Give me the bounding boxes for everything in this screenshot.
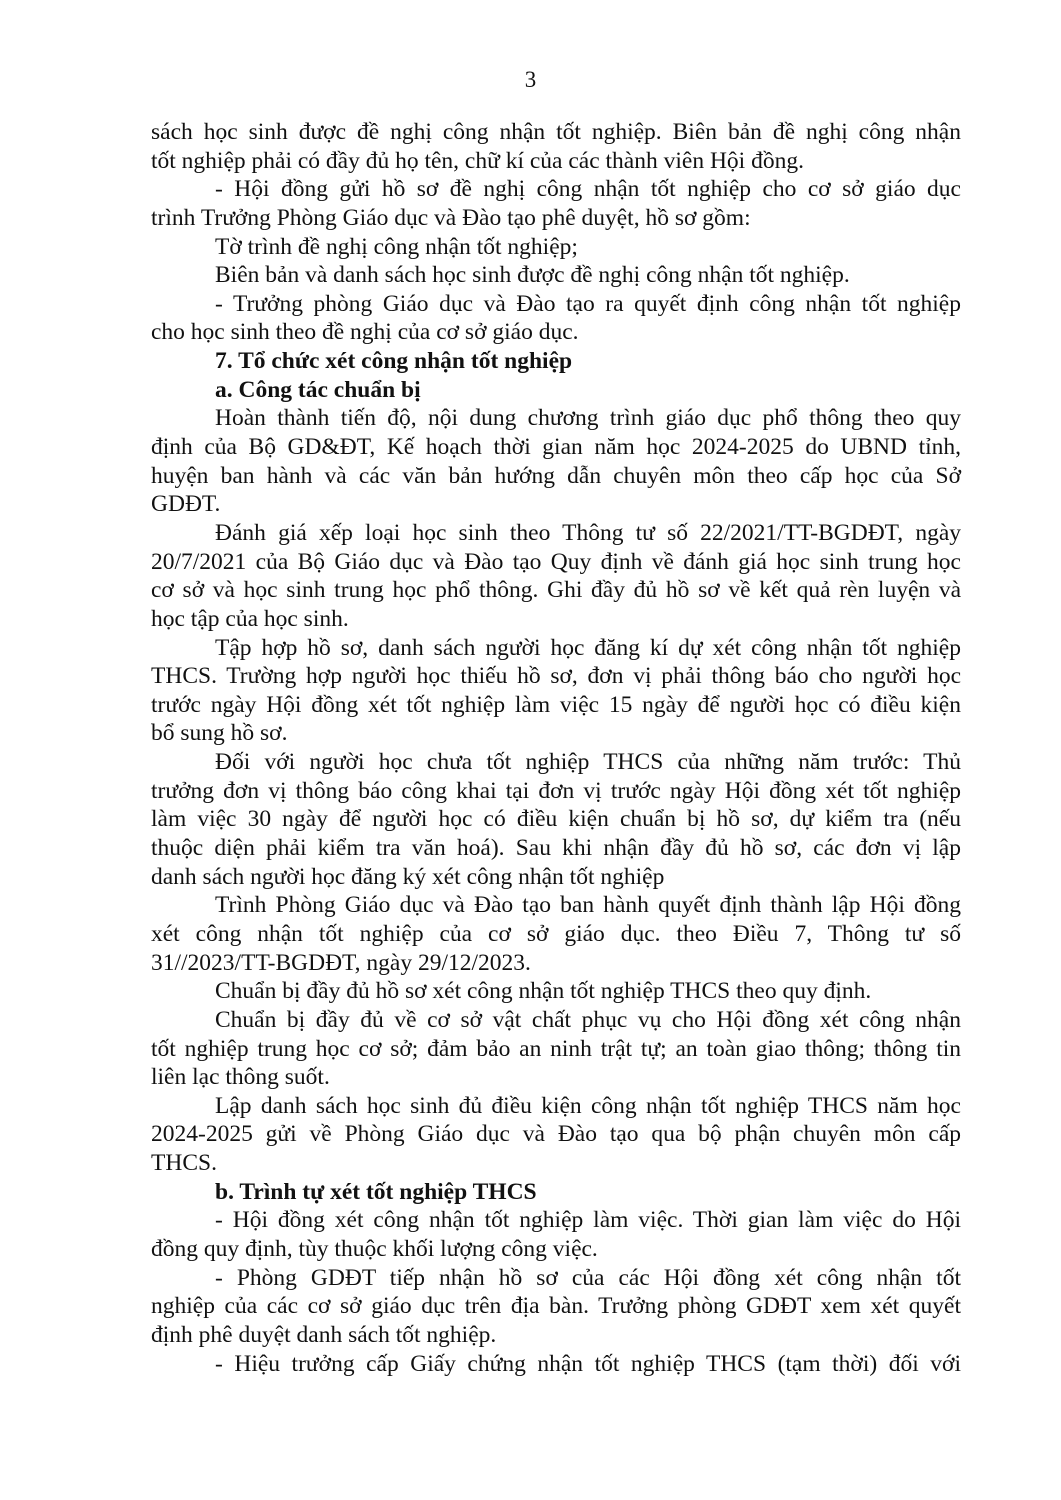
text-line: Hoàn thành tiến độ, nội dung chương trình giáo dục phổ thông theo quy	[215, 405, 961, 432]
text-line: Chuẩn bị đầy đủ hồ sơ xét công nhận tốt nghiệp THCS theo quy định.	[215, 978, 872, 1005]
text-line: Biên bản và danh sách học sinh được đề nghị công nhận tốt nghiệp.	[215, 262, 850, 289]
text-line: Tập hợp hồ sơ, danh sách người học đăng kí dự xét công nhận tốt nghiệp	[215, 634, 961, 661]
text-line: tốt nghiệp trung học cơ sở; đảm bảo an ninh trật tự; an toàn giao thông; thông tin	[151, 1035, 961, 1062]
text-line: trình Trưởng Phòng Giáo dục và Đào tạo phê duyệt, hồ sơ gồm:	[151, 204, 751, 231]
text-line: xét công nhận tốt nghiệp của cơ sở giáo dục. theo Điều 7, Thông tư số	[151, 920, 961, 947]
text-line: GDĐT.	[151, 491, 221, 518]
text-line: - Phòng GDĐT tiếp nhận hồ sơ của các Hội đồng xét công nhận tốt	[215, 1264, 961, 1291]
text-line: danh sách người học đăng ký xét công nhận tốt nghiệp	[151, 863, 665, 890]
text-line: - Hội đồng gửi hồ sơ đề nghị công nhận tốt nghiệp cho cơ sở giáo dục	[215, 176, 961, 203]
text-line: 31//2023/TT-BGDĐT, ngày 29/12/2023.	[151, 949, 531, 976]
section-heading: 7. Tổ chức xét công nhận tốt nghiệp	[215, 348, 573, 375]
text-line: học tập của học sinh.	[151, 605, 349, 632]
text-line: sách học sinh được đề nghị công nhận tốt nghiệp. Biên bản đề nghị công nhận	[151, 119, 961, 145]
section-heading: b. Trình tự xét tốt nghiệp THCS	[215, 1178, 537, 1205]
text-line: cơ sở và học sinh trung học phổ thông. Ghi đầy đủ hồ sơ về kết quả rèn luyện và	[151, 577, 961, 604]
text-line: nghiệp của các cơ sở giáo dục trên địa bàn. Trưởng phòng GDĐT xem xét quyết	[151, 1293, 961, 1320]
text-line: Tờ trình đề nghị công nhận tốt nghiệp;	[215, 233, 578, 260]
text-line: định phê duyệt danh sách tốt nghiệp.	[151, 1321, 497, 1348]
text-line: bổ sung hồ sơ.	[151, 720, 288, 747]
text-line: Đối với người học chưa tốt nghiệp THCS của những năm trước: Thủ	[215, 749, 961, 776]
text-line: trưởng đơn vị thông báo công khai tại đơn vị trước ngày Hội đồng xét tốt nghiệp	[151, 777, 961, 804]
text-line: 20/7/2021 của Bộ Giáo dục và Đào tạo Quy định về đánh giá học sinh trung học	[151, 548, 961, 575]
text-line: trước ngày Hội đồng xét tốt nghiệp làm việc 15 ngày để người học có điều kiện	[151, 691, 961, 718]
section-heading: a. Công tác chuẩn bị	[215, 376, 421, 403]
text-line: - Trưởng phòng Giáo dục và Đào tạo ra quyết định công nhận tốt nghiệp	[215, 290, 961, 317]
text-line: huyện ban hành và các văn bản hướng dẫn chuyên môn theo cấp học của Sở	[151, 462, 961, 489]
text-line: Trình Phòng Giáo dục và Đào tạo ban hành quyết định thành lập Hội đồng	[215, 892, 961, 919]
text-line: làm việc 30 ngày để người học có điều kiện chuẩn bị hồ sơ, dự kiểm tra (nếu	[151, 806, 961, 833]
text-line: THCS.	[151, 1150, 217, 1177]
text-line: tốt nghiệp phải có đầy đủ họ tên, chữ kí của các thành viên Hội đồng.	[151, 147, 804, 174]
text-line: đồng quy định, tùy thuộc khối lượng công việc.	[151, 1235, 598, 1262]
text-line: Chuẩn bị đầy đủ về cơ sở vật chất phục vụ cho Hội đồng xét công nhận	[215, 1006, 961, 1033]
text-line: thuộc diện phải kiểm tra văn hoá). Sau khi nhận đầy đủ hồ sơ, các đơn vị lập	[151, 835, 961, 862]
text-line: cho học sinh theo đề nghị của cơ sở giáo dục.	[151, 319, 579, 346]
text-line: định của Bộ GD&ĐT, Kế hoạch thời gian năm học 2024-2025 do UBND tỉnh,	[151, 434, 961, 461]
text-line: THCS. Trường hợp người học thiếu hồ sơ, đơn vị phải thông báo cho người học	[151, 663, 961, 690]
page-number: 3	[524, 67, 537, 92]
text-line: Lập danh sách học sinh đủ điều kiện công nhận tốt nghiệp THCS năm học	[215, 1092, 961, 1119]
text-line: liên lạc thông suốt.	[151, 1064, 330, 1091]
document-body	[151, 118, 961, 1378]
text-line: - Hội đồng xét công nhận tốt nghiệp làm việc. Thời gian làm việc do Hội	[215, 1207, 961, 1234]
text-line: - Hiệu trưởng cấp Giấy chứng nhận tốt nghiệp THCS (tạm thời) đối với	[215, 1350, 961, 1377]
text-line: Đánh giá xếp loại học sinh theo Thông tư số 22/2021/TT-BGDĐT, ngày	[215, 519, 961, 546]
text-line: 2024-2025 gửi về Phòng Giáo dục và Đào tạo qua bộ phận chuyên môn cấp	[151, 1121, 961, 1148]
